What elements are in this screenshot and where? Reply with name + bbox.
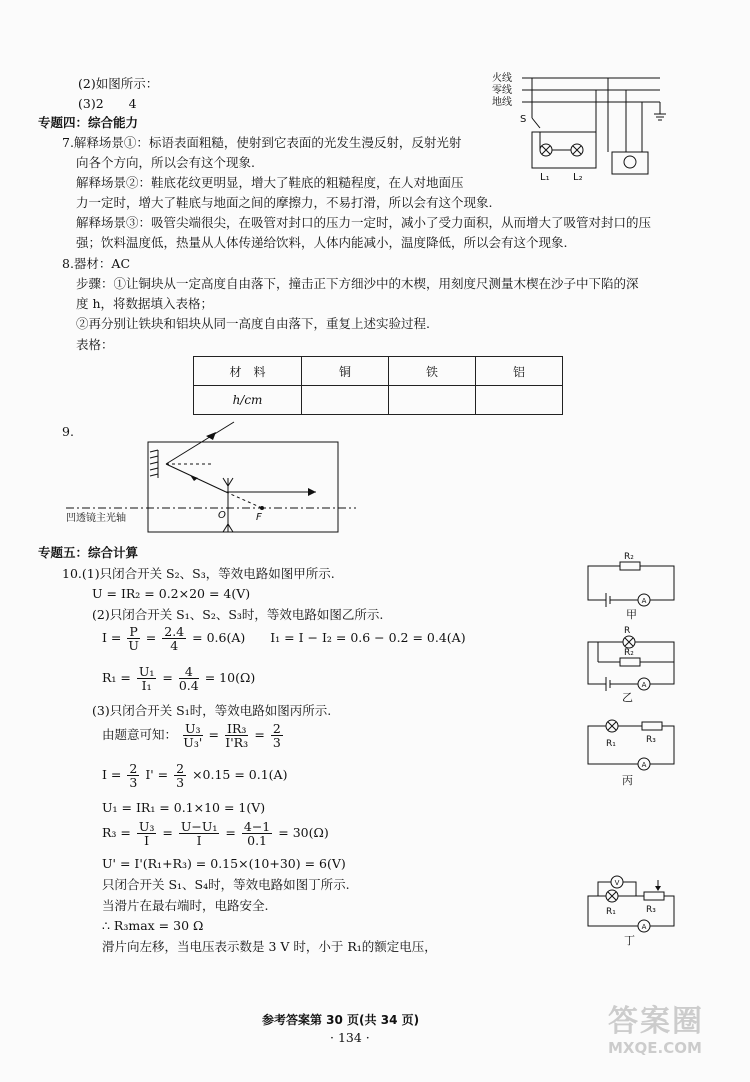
answer-line: ②再分别让铁块和铝块从同一高度自由落下，重复上述实验过程. bbox=[76, 316, 430, 331]
page-footer: 参考答案第 30 页(共 34 页) bbox=[262, 1013, 420, 1027]
table-row bbox=[194, 357, 563, 386]
answer-line: ∴ R₃max = 30 Ω bbox=[102, 918, 204, 933]
answer-line: (3)只闭合开关 S₁时，等效电路如图丙所示. bbox=[92, 703, 332, 718]
table-header-cell: 材 料 bbox=[194, 357, 302, 386]
answer-line: 度 h，将数据填入表格； bbox=[76, 296, 214, 311]
table-row bbox=[194, 386, 563, 415]
answer-line: U' = I'(R₁+R₃) = 0.15×(10+30) = 6(V) bbox=[102, 856, 346, 871]
formula-line: 由题意可知： $\frac{\text{U₃}}{\text{U₃'}}$ = $\frac{\text{IR₃}}{\text{I'R₃}}$ = $\frac{2}{3}$ bbox=[102, 721, 281, 750]
answer-line: 表格： bbox=[76, 337, 114, 352]
answer-line: 力一定时，增大了鞋底与地面之间的摩擦力，不易打滑，所以会有这个现象. bbox=[76, 195, 493, 210]
circuit-bing bbox=[582, 712, 682, 786]
table-row-label: h/cm bbox=[194, 386, 302, 415]
caption-ding: 丁 bbox=[624, 934, 635, 947]
answer-line: 只闭合开关 S₁、S₄时，等效电路如图丁所示. bbox=[102, 877, 350, 892]
caption-bing: 丙 bbox=[622, 774, 633, 787]
svg-text:A: A bbox=[641, 923, 647, 931]
circuit-yi bbox=[582, 622, 682, 702]
label-r2: R₂ bbox=[624, 648, 634, 658]
svg-text:A: A bbox=[641, 597, 647, 605]
table-cell bbox=[476, 386, 563, 415]
label-l1: L₁ bbox=[540, 172, 550, 183]
formula-line: R₃ = $\frac{\text{U₃}}{I}$ = $\frac{\text{U−U₁}}{I}$ = $\frac{4-1}{0.1}$ = 30(Ω) bbox=[102, 819, 329, 848]
circuit-jia bbox=[582, 548, 682, 621]
answer-line: (2)只闭合开关 S₁、S₂、S₃时，等效电路如图乙所示. bbox=[92, 607, 384, 622]
table-header-cell: 铝 bbox=[476, 357, 563, 386]
caption-yi: 乙 bbox=[622, 691, 633, 704]
answer-line: (2)如图所示： bbox=[78, 76, 159, 91]
label-r1: R bbox=[624, 626, 631, 636]
watermark-logo: 答案圈 MXQE.COM bbox=[608, 1004, 704, 1057]
answer-line: 滑片向左移，当电压表示数是 3 V 时，小于 R₁的额定电压， bbox=[102, 939, 437, 954]
label-r: R₂ bbox=[624, 552, 634, 562]
formula-line: I = $\frac{P}{U}$ = $\frac{2.4}{4}$ = 0.6(A) I₁ = I − I₂ = 0.6 − 0.2 = 0.4(A) bbox=[102, 624, 466, 653]
answer-line: 步骤：①让铜块从一定高度自由落下，撞击正下方细沙中的木楔，用刻度尺测量木楔在沙子中下陷的深 bbox=[76, 276, 639, 291]
answer-line: (3)2 4 bbox=[78, 96, 137, 111]
label-l2: L₂ bbox=[573, 172, 583, 183]
formula-line: I = $\frac{2}{3}$ I' = $\frac{2}{3}$ ×0.15 = 0.1(A) bbox=[102, 761, 288, 790]
axis-label: 凹透镜主光轴 bbox=[66, 513, 126, 524]
table-header-cell: 铁 bbox=[389, 357, 476, 386]
svg-text:A: A bbox=[641, 681, 647, 689]
label-ground: 地线 bbox=[492, 97, 512, 108]
answer-line: 向各个方向，所以会有这个现象. bbox=[76, 155, 255, 170]
caption-jia: 甲 bbox=[626, 608, 637, 621]
optics-diagram bbox=[66, 420, 356, 535]
label-live: 火线 bbox=[492, 73, 512, 84]
formula-line: R₁ = $\frac{\text{U₁}}{\text{I₁}}$ = $\frac{4}{0.4}$ = 10(Ω) bbox=[102, 664, 256, 693]
answer-line: 8.器材：AC bbox=[62, 256, 131, 271]
answer-line: 9. bbox=[62, 424, 74, 439]
answer-line: 7.解释场景①：标语表面粗糙，使射到它表面的光发生漫反射，反射光射 bbox=[62, 135, 462, 150]
label-r3: R₃ bbox=[646, 905, 656, 915]
answer-line: 解释场景③：吸管尖端很尖，在吸管对封口的压力一定时，减小了受力面积，从而增大了吸管对封口的压 bbox=[76, 215, 652, 230]
answer-line: 强；饮料温度低，热量从人体传递给饮料，人体内能减小，温度降低，所以会有这个现象. bbox=[76, 235, 568, 250]
svg-text:A: A bbox=[641, 761, 647, 769]
answer-line: 当滑片在最右端时，电路安全. bbox=[102, 898, 269, 913]
section-title: 专题四：综合能力 bbox=[38, 115, 139, 130]
label-r1: R₁ bbox=[606, 907, 616, 917]
answer-line: 10.(1)只闭合开关 S₂、S₃，等效电路如图甲所示. bbox=[62, 566, 335, 581]
label-neutral: 零线 bbox=[492, 85, 512, 96]
section-title: 专题五：综合计算 bbox=[38, 545, 139, 560]
table-header-cell: 铜 bbox=[302, 357, 389, 386]
answer-line: U₁ = IR₁ = 0.1×10 = 1(V) bbox=[102, 800, 266, 815]
circuit-ding bbox=[582, 868, 682, 946]
label-switch: S bbox=[520, 114, 527, 125]
label-r3: R₃ bbox=[646, 735, 656, 745]
svg-text:V: V bbox=[614, 879, 620, 887]
label-r1: R₁ bbox=[606, 739, 616, 749]
label-o: O bbox=[218, 510, 226, 521]
answer-line: U = IR₂ = 0.2×20 = 4(V) bbox=[92, 586, 251, 601]
page-number: · 134 · bbox=[330, 1030, 370, 1045]
label-f: F bbox=[256, 512, 262, 523]
table-cell bbox=[389, 386, 476, 415]
answer-line: 解释场景②：鞋底花纹更明显，增大了鞋底的粗糙程度，在人对地面压 bbox=[76, 175, 464, 190]
table-cell bbox=[302, 386, 389, 415]
data-table bbox=[193, 356, 563, 415]
wiring-diagram bbox=[480, 70, 680, 185]
